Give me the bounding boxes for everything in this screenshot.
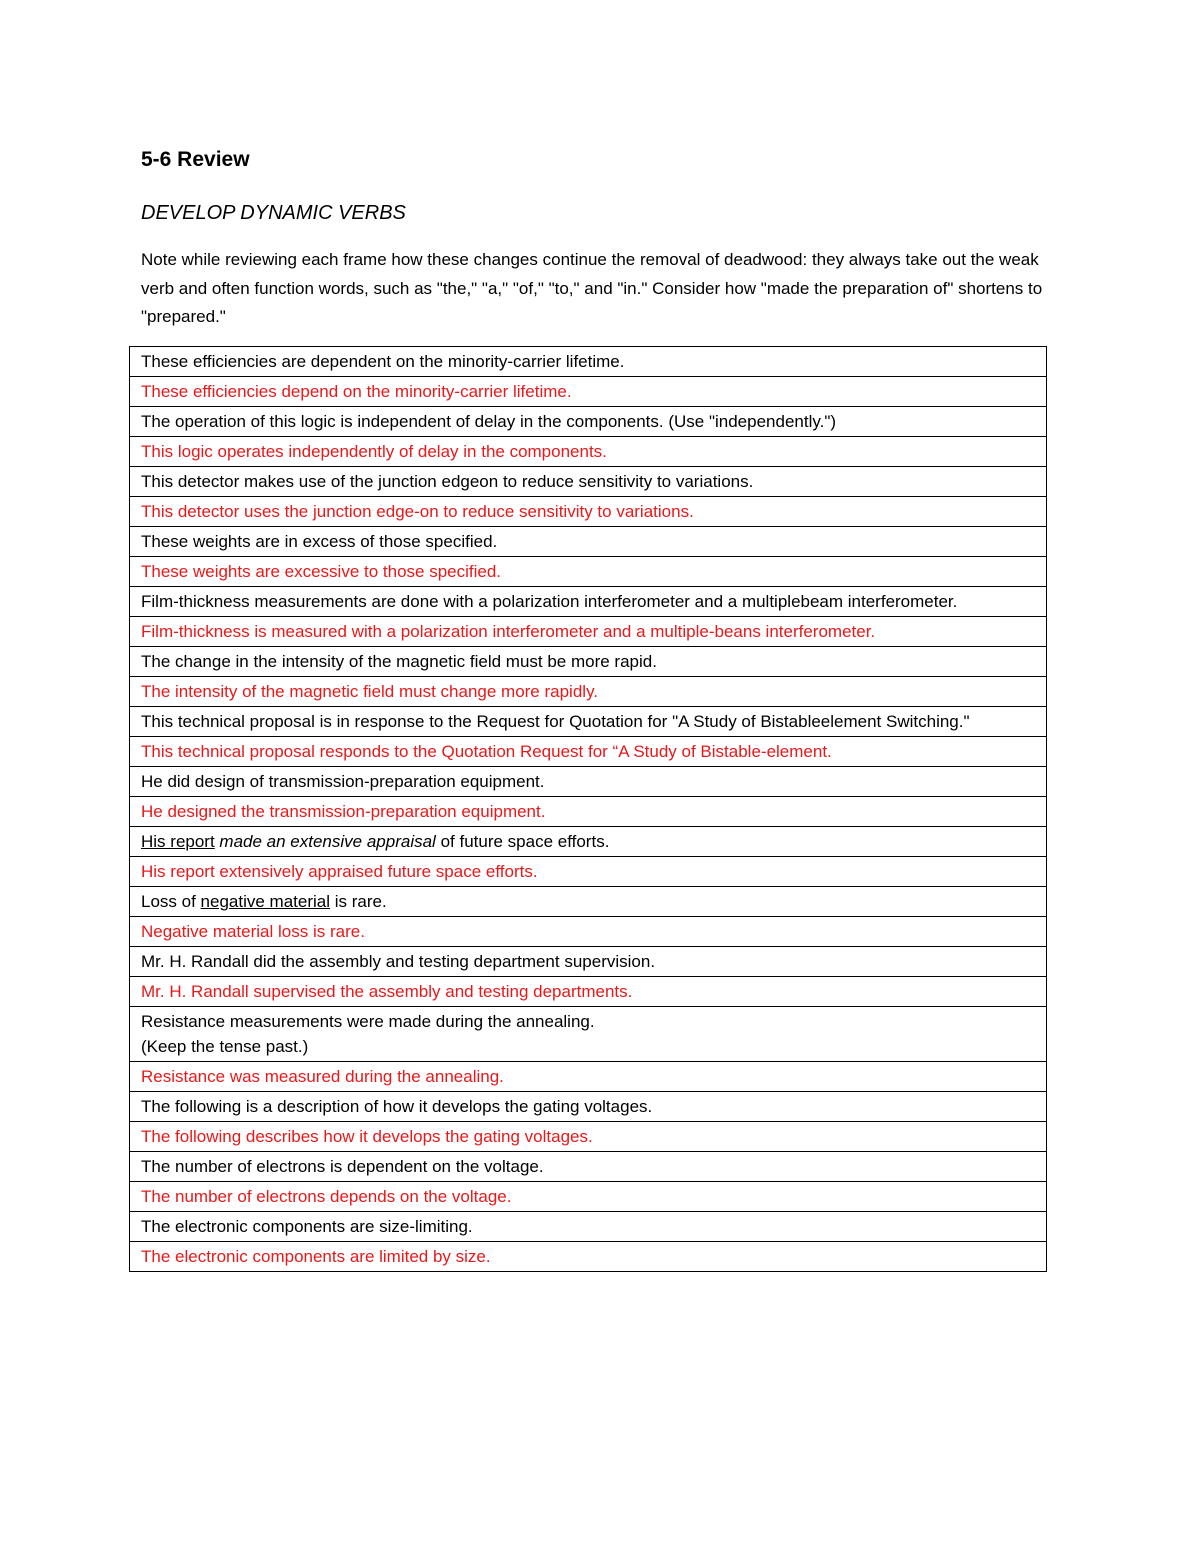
underlined-phrase: negative material: [200, 892, 331, 911]
revised-sentence: The electronic components are limited by size.: [130, 1242, 1047, 1272]
original-sentence: This technical proposal is in response to the Request for Quotation for "A Study of Bistableelement Switching.": [130, 707, 1047, 737]
revised-sentence-row: [130, 557, 1047, 587]
revised-sentence: The intensity of the magnetic field must change more rapidly.: [130, 677, 1047, 707]
original-sentence-row: [130, 467, 1047, 497]
revised-sentence-row: [130, 377, 1047, 407]
original-sentence: This detector makes use of the junction edgeon to reduce sensitivity to variations.: [130, 467, 1047, 497]
revised-sentence-row: [130, 617, 1047, 647]
original-sentence-row: [130, 347, 1047, 377]
revised-sentence: This technical proposal responds to the Quotation Request for “A Study of Bistable-element.: [130, 737, 1047, 767]
revised-sentence-row: [130, 857, 1047, 887]
original-sentence: The change in the intensity of the magnetic field must be more rapid.: [130, 647, 1047, 677]
underlined-phrase: His report: [141, 832, 215, 851]
revised-sentence: Film-thickness is measured with a polarization interferometer and a multiple-beans interferometer.: [130, 617, 1047, 647]
revised-sentence: His report extensively appraised future space efforts.: [130, 857, 1047, 887]
revised-sentence-row: [130, 1062, 1047, 1092]
revised-sentence-row: [130, 437, 1047, 467]
sentence-lead: Loss of: [141, 892, 196, 911]
section-subtitle: DEVELOP DYNAMIC VERBS: [141, 202, 406, 224]
revised-sentence-row: [130, 497, 1047, 527]
revised-sentence: Resistance was measured during the annealing.: [130, 1062, 1047, 1092]
revised-sentence: This detector uses the junction edge-on to reduce sensitivity to variations.: [130, 497, 1047, 527]
original-sentence-row: [130, 1212, 1047, 1242]
original-sentence-row: [130, 407, 1047, 437]
original-sentence-row: [130, 1152, 1047, 1182]
sentence-note: (Keep the tense past.): [141, 1037, 309, 1056]
original-sentence: The electronic components are size-limiting.: [130, 1212, 1047, 1242]
original-sentence: Film-thickness measurements are done with a polarization interferometer and a multiplebeam interferometer.: [130, 587, 1047, 617]
original-sentence-row: [130, 527, 1047, 557]
original-sentence-row: [130, 767, 1047, 797]
original-sentence-row: [130, 1092, 1047, 1122]
revised-sentence-row: [130, 1242, 1047, 1272]
intro-paragraph: Note while reviewing each frame how these changes continue the removal of deadwood: they always take out the weak verb and often function words, such as "the," "a," "of," "to," and "in." Consider how "made the preparation of" shortens to "prepared.": [141, 250, 1043, 326]
original-sentence-row: [130, 947, 1047, 977]
revised-sentence: Negative material loss is rare.: [130, 917, 1047, 947]
original-sentence: The operation of this logic is independent of delay in the components. (Use "independently."): [130, 407, 1047, 437]
original-sentence: [130, 887, 1047, 917]
original-sentence: The number of electrons is dependent on the voltage.: [130, 1152, 1047, 1182]
original-sentence-row: [130, 587, 1047, 617]
page-title: 5-6 Review: [141, 148, 250, 171]
revised-sentence-row: [130, 737, 1047, 767]
revised-sentence: These weights are excessive to those specified.: [130, 557, 1047, 587]
revised-sentence: He designed the transmission-preparation equipment.: [130, 797, 1047, 827]
revised-sentence-row: [130, 917, 1047, 947]
original-sentence-row: [130, 1007, 1047, 1062]
original-sentence: The following is a description of how it develops the gating voltages.: [130, 1092, 1047, 1122]
sentence-remainder: is rare.: [334, 892, 387, 911]
original-sentence-row: [130, 647, 1047, 677]
revised-sentence: The following describes how it develops the gating voltages.: [130, 1122, 1047, 1152]
revised-sentence-row: [130, 1182, 1047, 1212]
original-sentence-row: [130, 707, 1047, 737]
revised-sentence-row: [130, 977, 1047, 1007]
original-sentence: Mr. H. Randall did the assembly and testing department supervision.: [130, 947, 1047, 977]
revised-sentence-row: [130, 797, 1047, 827]
revised-sentence-row: [130, 677, 1047, 707]
original-sentence: These weights are in excess of those specified.: [130, 527, 1047, 557]
sentence-text: Resistance measurements were made during the annealing.: [141, 1012, 595, 1031]
sentence-remainder: of future space efforts.: [440, 832, 610, 851]
review-table: [129, 346, 1047, 1272]
original-sentence: [130, 1007, 1047, 1062]
original-sentence: These efficiencies are dependent on the minority-carrier lifetime.: [130, 347, 1047, 377]
revised-sentence-row: [130, 1122, 1047, 1152]
revised-sentence: Mr. H. Randall supervised the assembly and testing departments.: [130, 977, 1047, 1007]
original-sentence-row: [130, 827, 1047, 857]
revised-sentence: This logic operates independently of delay in the components.: [130, 437, 1047, 467]
revised-sentence: The number of electrons depends on the voltage.: [130, 1182, 1047, 1212]
revised-sentence: These efficiencies depend on the minority-carrier lifetime.: [130, 377, 1047, 407]
italic-phrase: made an extensive appraisal: [219, 832, 436, 851]
original-sentence: [130, 827, 1047, 857]
original-sentence-row: [130, 887, 1047, 917]
original-sentence: He did design of transmission-preparation equipment.: [130, 767, 1047, 797]
